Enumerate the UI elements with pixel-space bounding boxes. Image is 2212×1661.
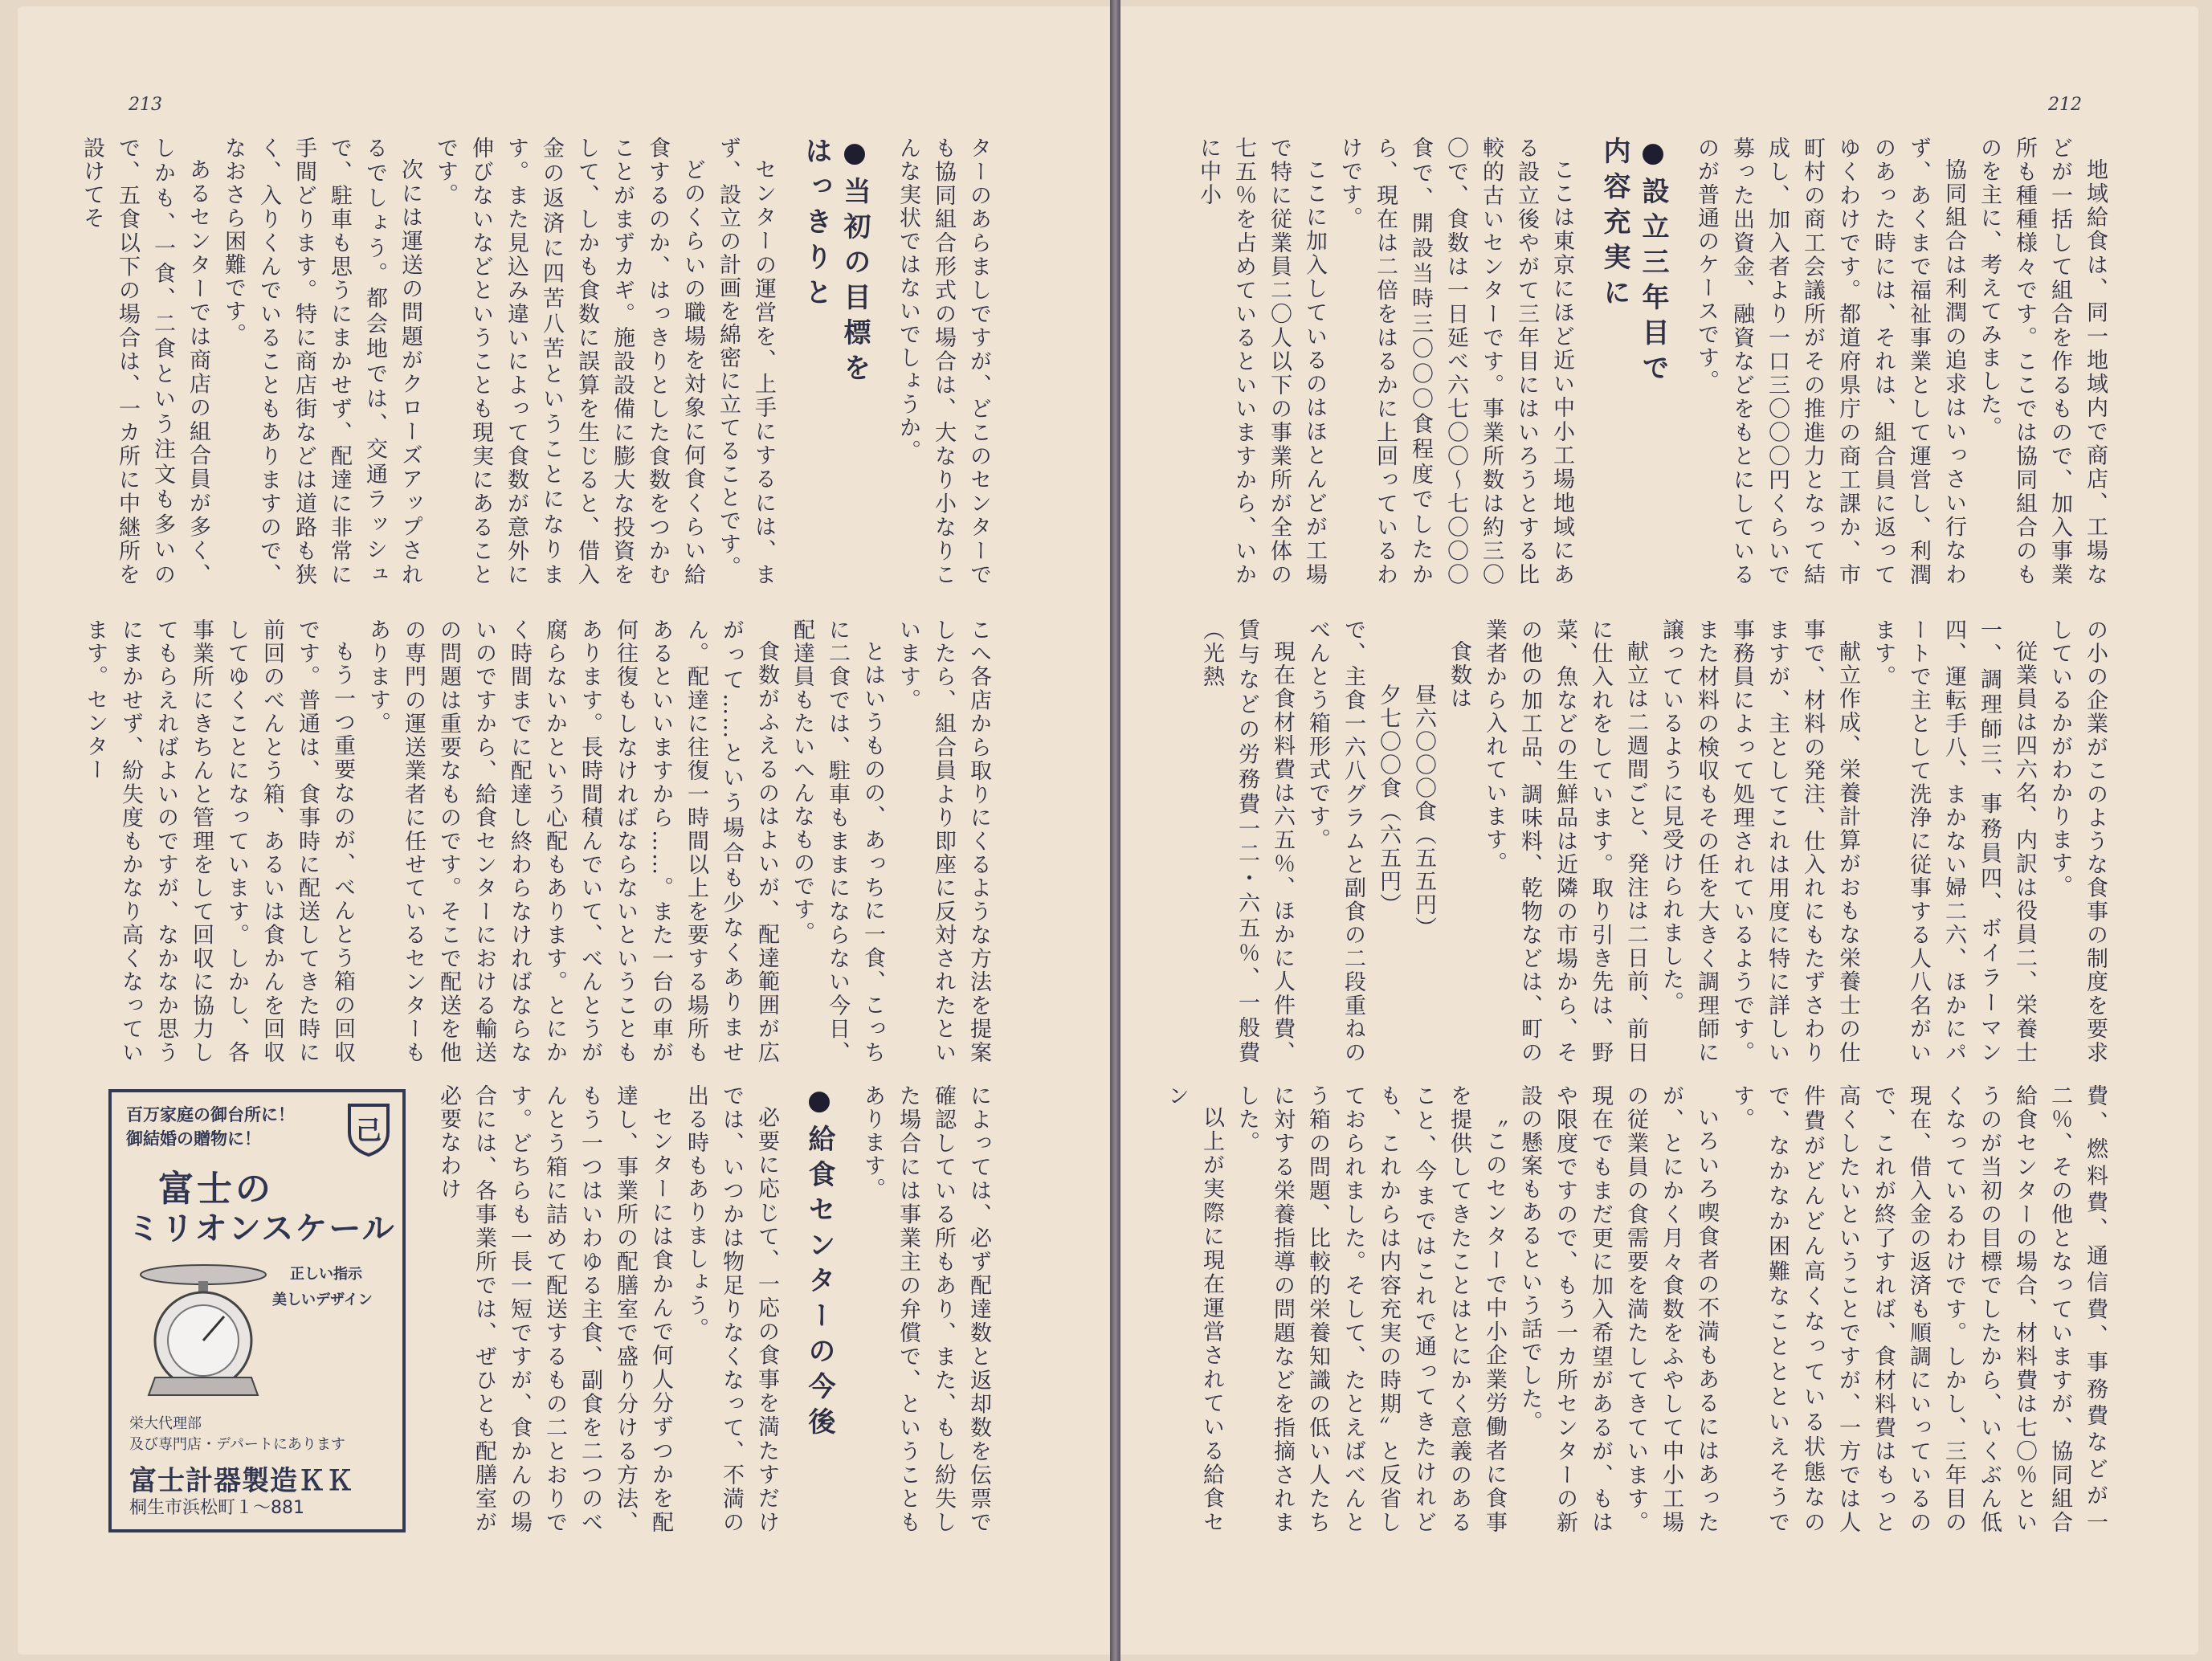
paragraph: 現在食材料費は六五％、ほかに人件費、賃与などの労務費一二・六五％、一般費（光熱 <box>1199 618 1295 1064</box>
paragraph: 費、燃料費、通信費、事務費などが一二％、その他となっていますが、協同組合給食センターの場合、材料費は七〇％というのが当初の目標でしたから、いくぶん低くなっているわけです。しかし、三年目の現在、借入金の返済も順調にいっているので、これが終了すれば、食材料費はもっと高くしたいということですが、一方では人件費がどんどん高くなっている状態なので、なかなか困難なこととといえそうです。 <box>1729 1084 2108 1534</box>
paragraph: 次には運送の問題がクローズアップされるでしょう。都会地では、交通ラッシュで、駐車も思うにまかせず、配達に非常に手間どります。特に商店街などは道路も狭く、入りくんでいることもありますので、なおさら困難です。 <box>221 137 422 586</box>
paragraph: ここに加入しているのはほとんどが工場で特に従業員二〇人以下の事業所が全体の七五％を占めているといいますから、いかに中小 <box>1196 137 1327 586</box>
book-gutter <box>1110 0 1120 1661</box>
ad-slogan-2: 美しいデザイン <box>272 1292 373 1308</box>
ad-brand-line-2: ミリオンスケール <box>128 1210 396 1247</box>
food-count-label: 食数は <box>1447 640 1471 710</box>
paragraph: いろいろ喫食者の不満もあるにはあったが、とにかく月々食数をふやして中小工場の従業員の食需要を満たしてきています。現在でもまだ更に加入希望があるが、もはや限度ですので、もう一カ所センターの新設の懸案もあるという話でした。 <box>1517 1084 1719 1534</box>
paragraph: の小の企業がこのような食事の制度を要求しているかがわかります。 <box>2047 618 2108 1064</box>
ad-tagline-1: 百万家庭の御台所に！ <box>126 1105 295 1124</box>
ad-brand-line-1: 富士の <box>158 1169 274 1210</box>
paragraph: によっては、必ず配達数と返却数を伝票で確認している所もあり、また、もし紛失した場合には事業主の弁償で、ということもあります。 <box>860 1084 991 1534</box>
section-heading: ●設立三年目で 内容充実に <box>1598 137 1669 389</box>
paragraph: とはいうものの、あっちに一食、こっちに二食では、駐車もままにならない今日、配達員もたいへんなものです。 <box>790 618 885 1064</box>
paragraph: で、主食一六八グラムと副食の二段重ねのべんとう箱形式です。 <box>1305 618 1365 1064</box>
advertisement <box>108 1089 406 1532</box>
page-number-left: 213 <box>129 95 162 115</box>
paragraph: センターの運営を、上手にするには、まず、設立の計画を綿密に立てることです。 <box>716 137 776 586</box>
left-tier-2 <box>83 618 996 1064</box>
paragraph: あるセンターでは商店の組合員が多く、しかも、一食、二食という注文も多いので、五食以下の場合は、一カ所に中継所を設けてそ <box>80 137 210 586</box>
paragraph: 食数がふえるのはよいが、配達範囲が広がって……という場合も少なくありません。配達に往復一時間以上を要する場所もあるといいますから……。また一台の車が何往復もしなければならないということもあります。長時間積んでいて、べんとうが腐らないかという心配もあります。とにかく時間までに配達し終わらなければならないのですから、給食センターにおける輸送の問題は重要なものです。そこで配送を他の専門の運送業者に任せているセンターもあります。 <box>365 618 779 1064</box>
paragraph: 必要に応じて、一応の食事を満たすだけでは、いつかは物足りなくなって、不満の出る時もありましょう。 <box>684 1084 779 1534</box>
paragraph: どのくらいの職場を対象に何食くらい給食するのか、はっきりとした食数をつかむことがまずカギ。施設設備に膨大な投資をして、しかも食数に誤算を生じると、借入金の返済に四苦八苦ということになります。また見込み違いによって食数が意外に伸びないなどということも現実にあることです。 <box>433 137 705 586</box>
right-tier-3 <box>1164 1084 2112 1534</box>
ad-slogan-1: 正しい指示 <box>290 1266 362 1283</box>
ad-agent-line-1: 栄大代理部 <box>129 1415 202 1432</box>
paragraph: 協同組合は利潤の追求はいっさい行なわず、あくまで福祉事業として運営し、利潤のあった時には、それは、組合員に返ってゆくわけです。都道府県庁の商工課か、市町村の商工会議所がその推進力となって結成し、加入者より一口三〇〇〇円くらいで募った出資金、融資などをもとにしているのが普通のケースです。 <box>1694 137 1966 586</box>
paragraph: 献立作成、栄養計算がおもな栄養士の仕事で、材料の発注、仕入れにもたずさわりますが、主としてこれは用度に特に詳しい事務員によって処理されているようです。また材料の検収もその任を大きく調理師に譲っているように見受けられました。 <box>1659 618 1860 1064</box>
ad-address: 桐生市浜松町１～881 <box>129 1498 304 1518</box>
paragraph: 地域給食は、同一地域内で商店、工場などが一括して組合を作るもので、加入事業所も種種様々です。ここでは協同組合のものを主に、考えてみました。 <box>1977 137 2108 586</box>
paragraph: センターには食かんで何人分ずつかを配達し、事業所の配膳室で盛り分ける方法、もう一つはいわゆる主食、副食を二つのべんとう箱に詰めて配送するもの二とおりです。どちらも一長一短ですが、食かんの場合には、各事業所では、ぜひとも配膳室が必要なわけ <box>436 1084 673 1534</box>
paragraph: ここは東京にほど近い中小工場地域にある設立後やがて三年目にはいろうとする比較的古いセンターです。事業所数は約三〇〇で、食数は一日延べ六七〇〇～七〇〇〇食で、開設当時三〇〇〇食程度でしたから、現在は二倍をはるかに上回っているわけです。 <box>1337 137 1574 586</box>
right-tier-1 <box>1189 137 2112 586</box>
section-heading: ●当初の目標を はっきりと <box>800 137 871 389</box>
paragraph: 〝このセンターで中小企業労働者に食事を提供してきたことはとにかく意義のあること、今まではこれで通ってきたけれども、これからは内容充実の時期〟と反省しておられました。そして、たとえばべんとう箱の問題、比較的栄養知識の低い人たちに対する栄養指導の問題などを指摘されました。 <box>1235 1084 1507 1534</box>
paragraph: ターのあらましですが、どこのセンターでも協同組合形式の場合は、大なり小なりこんな実状ではないでしょうか。 <box>896 137 991 586</box>
right-tier-2 <box>1189 618 2112 1064</box>
page-number-right: 212 <box>2048 95 2082 115</box>
ad-maker: 富士計器製造ＫＫ <box>129 1465 354 1497</box>
food-count-lunch: 昼六〇〇〇食（五五円） <box>1411 684 1436 940</box>
food-count-dinner: 夕七〇〇食（六五円） <box>1376 684 1401 916</box>
paragraph: もう一つ重要なのが、べんとう箱の回収です。普通は、食事時に配送してきた時に前回のべんとう箱、あるいは食かんを回収してゆくことになっています。しかし、各事業所にきちんと管理をして回収に協力してもらえればよいのですが、なかなか思うにまかせず、紛失度もかなり高くなっています。センター <box>83 618 355 1064</box>
paragraph: こへ各店から取りにくるような方法を提案したら、組合員より即座に反対されたといいます。 <box>896 618 991 1064</box>
svg-text:己: 己 <box>355 1115 382 1145</box>
paragraph: 従業員は四六名、内訳は役員二、栄養士一、調理師三、事務員四、ボイラーマン四、運転手八、まかない婦二六、ほかにパートで主として洗浄に従事する人八名がいます。 <box>1871 618 2037 1064</box>
section-heading: ●給食センターの今後 <box>803 1084 835 1443</box>
kitchen-scale-icon <box>129 1257 274 1402</box>
shield-logo-icon <box>345 1100 393 1158</box>
left-tier-1 <box>80 137 996 586</box>
left-tier-3 <box>436 1084 996 1534</box>
paragraph: 以上が実際に現在運営されている給食セン <box>1164 1084 1224 1534</box>
ad-agent-line-2: 及び専門店・デパートにあります <box>129 1436 345 1453</box>
ad-tagline-2: 御結婚の贈物に！ <box>126 1129 261 1149</box>
paragraph: 献立は二週間ごと、発注は二日前、前日に仕入れをしています。取り引き先は、野菜、魚などの生鮮品は近隣の市場から、その他の加工品、調味料、乾物などは、町の業者から入れています。 <box>1482 618 1648 1065</box>
